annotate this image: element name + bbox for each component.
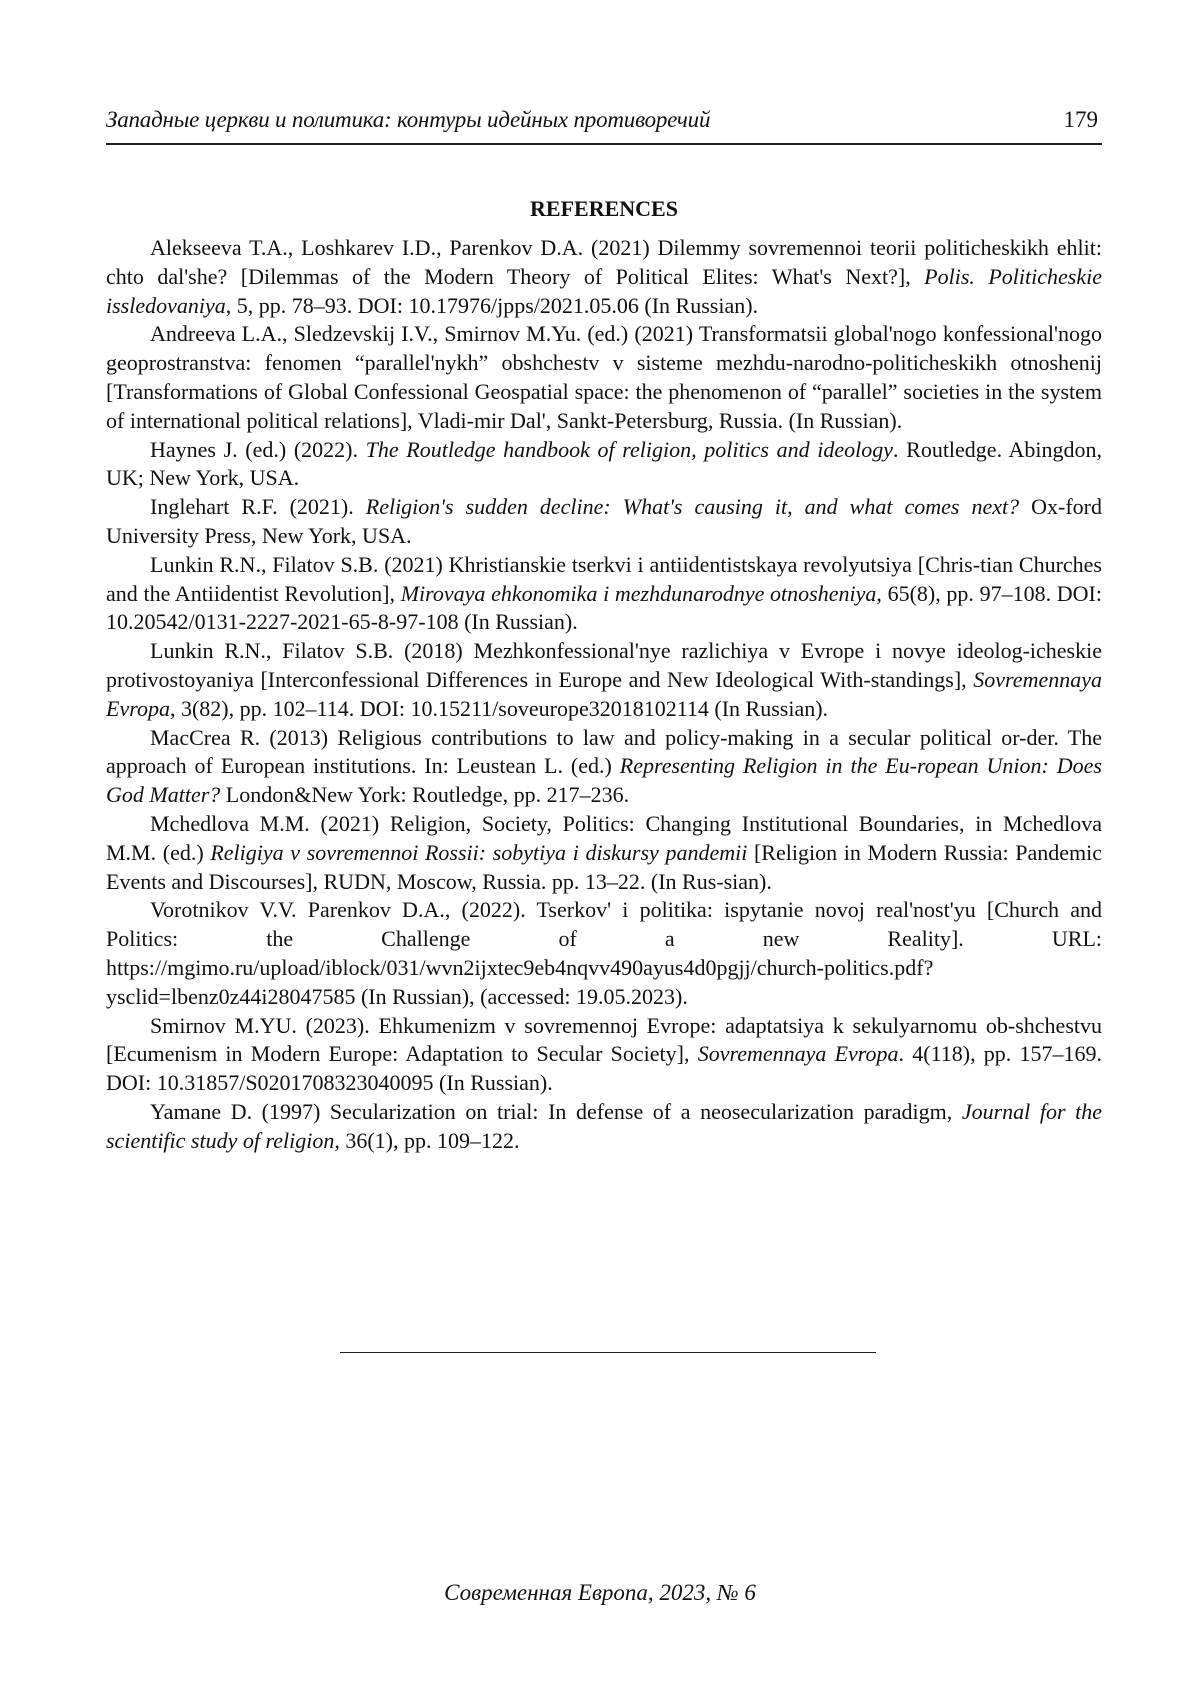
reference-item bbox=[106, 234, 1102, 320]
reference-item bbox=[106, 493, 1102, 551]
references-list bbox=[106, 234, 1102, 1156]
reference-item bbox=[106, 320, 1102, 435]
journal-footer: Современная Европа, 2023, № 6 bbox=[444, 1580, 756, 1605]
reference-text: Yamane D. (1997) Secularization on trial: In defense of a neosecularization paradigm, bbox=[150, 1098, 962, 1124]
reference-item bbox=[106, 810, 1102, 896]
reference-title-italic: Mirovaya ehkonomika i mezhdunarodnye otnosheniya bbox=[400, 580, 877, 606]
reference-text: [Religion in Modern Russia: Pandemic Events and Discourses], RUDN, Moscow, Russia. pp. 13–22. (In Rus-sian). bbox=[106, 839, 1102, 894]
reference-text: Inglehart R.F. (2021). bbox=[150, 494, 366, 520]
reference-item bbox=[106, 436, 1102, 494]
reference-item bbox=[106, 1012, 1102, 1098]
reference-text: Smirnov M.YU. (2023). Ehkumenizm v sovremennoj Evrope: adaptatsiya k sekulyarnomu ob-shchestvu [Ecumenism in Modern Europe: Adaptation to Secular Society], bbox=[106, 1012, 1102, 1067]
reference-item bbox=[106, 896, 1102, 1011]
reference-text: MacCrea R. (2013) Religious contributions to law and policy-making in a secular political or-der. The approach of European institutions. In: Leustean L. (ed.) bbox=[106, 724, 1102, 779]
page-number: 179 bbox=[1063, 107, 1098, 132]
reference-text: Vorotnikov V.V. Parenkov D.A., (2022). Tserkov' i politika: ispytanie novoj real'nost'yu [Church and Politics: the Challenge of a new Reality]. URL: https://mgimo.ru/upload/iblock/031/wvn2ijxtec9eb4nqvv490ayus4d0pgjj/church-politics.pdf?ysclid=lbenz0z44i28047585 (In Russian), (accessed: 19.05.2023). bbox=[106, 897, 1102, 1009]
reference-title-italic: Sovremennaya Evropa bbox=[697, 1041, 899, 1067]
reference-text: , 65(8), pp. 97–108. DOI: 10.20542/0131-2227-2021-65-8-97-108 (In Russian). bbox=[106, 580, 1102, 635]
reference-text: , 36(1), pp. 109–122. bbox=[334, 1127, 520, 1153]
page-header bbox=[106, 103, 1102, 145]
reference-text: Haynes J. (ed.) (2022). bbox=[150, 436, 366, 462]
reference-text: Lunkin R.N., Filatov S.B. (2021) Khristianskie tserkvi i antiidentistskaya revolyutsiya [Chris-tian Churches and the Antiidentist Revolution], bbox=[106, 551, 1102, 606]
reference-text: London&New York: Routledge, pp. 217–236. bbox=[220, 782, 630, 808]
reference-text: Alekseeva T.A., Loshkarev I.D., Parenkov D.A. (2021) Dilemmy sovremennoi teorii politicheskikh ehlit: chto dal'she? [Dilemmas of the Modern Theory of Political Elites: What's Next?], bbox=[106, 235, 1102, 289]
reference-title-italic: Polis. Politicheskie issledovaniya bbox=[106, 263, 1102, 318]
reference-title-italic: The Routledge handbook of religion, politics and ideology bbox=[365, 436, 894, 462]
reference-title-italic: Religiya v sovremennoi Rossii: sobytiya i diskursy pandemii bbox=[210, 839, 748, 865]
reference-text: . 4(118), pp. 157–169. DOI: 10.31857/S0201708323040095 (In Russian). bbox=[106, 1041, 1103, 1096]
reference-item bbox=[106, 1098, 1102, 1156]
reference-title-italic: Representing Religion in the Eu-ropean Union: Does God Matter? bbox=[106, 753, 1102, 808]
reference-item bbox=[106, 724, 1102, 810]
reference-title-italic: Sovremennaya Evropa bbox=[106, 666, 1102, 721]
reference-text: . Routledge. Abingdon, UK; New York, USA. bbox=[106, 436, 1102, 491]
reference-text: Andreeva L.A., Sledzevskij I.V., Smirnov M.Yu. (ed.) (2021) Transformatsii global'nogo konfessional'nogo geoprostranstva: fenomen “parallel'nykh” obshchestv v sisteme mezhdu-narodno-politicheskikh otnoshenij [Transformations of Global Confessional Geospatial space: the phenomenon of “parallel” societies in the system of international political relations], Vladi-mir Dal', Sankt-Petersburg, Russia. (In Russian). bbox=[106, 321, 1102, 433]
reference-text: Ox-ford University Press, New York, USA. bbox=[106, 494, 1102, 548]
reference-text: Lunkin R.N., Filatov S.B. (2018) Mezhkonfessional'nye razlichiya v Evrope i novye ideolog-icheskie protivostoyaniya [Interconfessional Differences in Europe and New Ideological With-standings], bbox=[106, 638, 1102, 692]
reference-title-italic: Religion's sudden decline: What's causing it, and what comes next? bbox=[365, 494, 1020, 520]
reference-text: , 3(82), pp. 102–114. DOI: 10.15211/soveurope32018102114 (In Russian). bbox=[169, 695, 829, 721]
references-heading: REFERENCES bbox=[530, 196, 678, 221]
reference-text: , 5, pp. 78–93. DOI: 10.17976/jpps/2021.05.06 (In Russian). bbox=[225, 292, 759, 318]
running-title: Западные церкви и политика: контуры идейных противоречий bbox=[106, 107, 711, 132]
end-separator-line bbox=[340, 1352, 876, 1353]
reference-title-italic: Journal for the scientific study of religion bbox=[106, 1098, 1103, 1153]
reference-item bbox=[106, 551, 1102, 637]
reference-text: Mchedlova M.M. (2021) Religion, Society, Politics: Changing Institutional Boundaries, in Mchedlova M.M. (ed.) bbox=[106, 810, 1102, 865]
reference-item bbox=[106, 637, 1102, 723]
